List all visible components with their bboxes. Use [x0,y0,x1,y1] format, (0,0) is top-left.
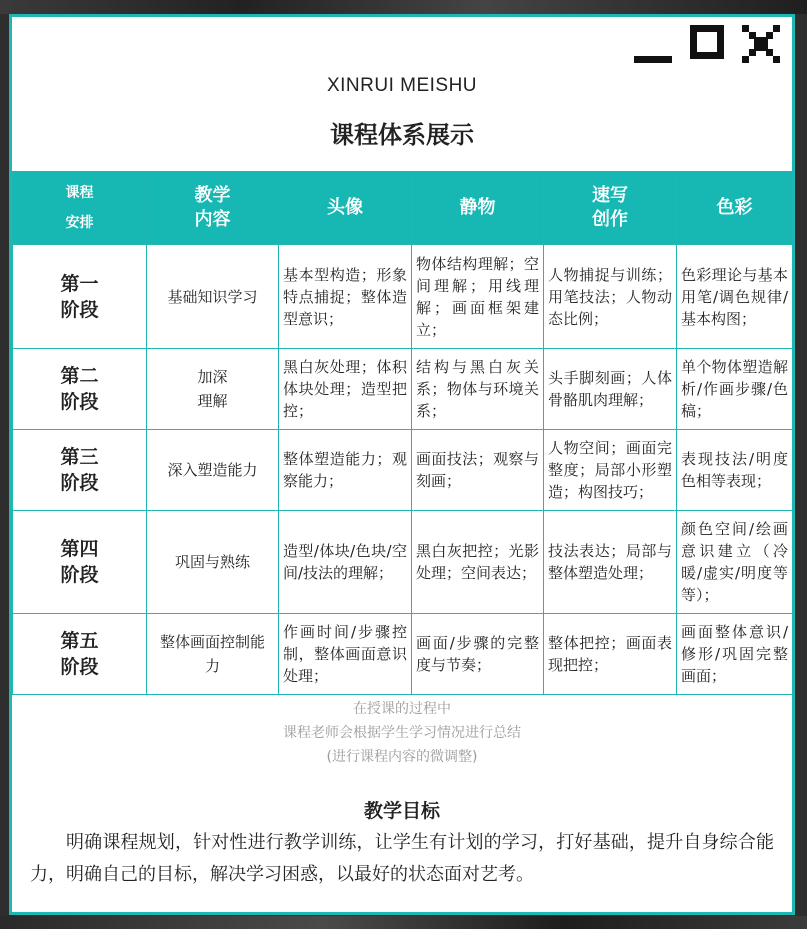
focus-cell: 基础知识学习 [147,245,279,349]
window-controls [634,25,780,63]
header-color: 色彩 [677,172,793,245]
focus-cell: 巩固与熟练 [147,511,279,614]
color-cell: 色彩理论与基本用笔/调色规律/基本构图； [677,245,793,349]
maximize-icon[interactable] [690,25,724,59]
sketch-cell: 人物空间；画面完整度；局部小形塑造；构图技巧； [544,430,677,511]
close-icon[interactable] [742,25,780,63]
goal-body: 明确课程规划，针对性进行教学训练，让学生有计划的学习，打好基础，提升自身综合能力，明确自己的目标，解决学习困惑，以最好的状态面对艺考。 [30,832,774,885]
sketch-cell: 人物捕捉与训练；用笔技法；人物动态比例； [544,245,677,349]
minimize-icon[interactable] [634,25,672,63]
course-card [9,14,795,915]
sketch-cell: 整体把控；画面表现把控； [544,614,677,695]
header-still-life: 静物 [412,172,544,245]
table-row [13,349,793,430]
focus-cell: 整体画面控制能 力 [147,614,279,695]
background-top [0,0,807,14]
stage-cell: 第三 阶段 [13,430,147,511]
still-life-cell: 画面技法；观察与刻画； [412,430,544,511]
portrait-cell: 整体塑造能力；观察能力； [279,430,412,511]
background-bottom [0,916,807,929]
header-content: 教学 内容 [147,172,279,245]
stage-cell: 第一 阶段 [13,245,147,349]
table-row [13,614,793,695]
note-line: 在授课的过程中 [353,701,451,717]
page-title: 课程体系展示 [330,121,474,149]
table-row [13,430,793,511]
table-header-row [13,172,793,245]
note-line: (进行课程内容的微调整) [326,749,478,765]
portrait-cell: 造型/体块/色块/空间/技法的理解； [279,511,412,614]
header-portrait: 头像 [279,172,412,245]
color-cell: 画面整体意识/修形/巩固完整画面； [677,614,793,695]
header-arrangement: 课程 安排 [13,172,147,245]
portrait-cell: 作画时间/步骤控制，整体画面意识处理； [279,614,412,695]
still-life-cell: 黑白灰把控；光影处理；空间表达； [412,511,544,614]
still-life-cell: 物体结构理解；空间理解；用线理解；画面框架建立； [412,245,544,349]
stage-cell: 第二 阶段 [13,349,147,430]
color-cell: 表现技法/明度色相等表现； [677,430,793,511]
stage-cell: 第四 阶段 [13,511,147,614]
color-cell: 颜色空间/绘画意识建立（冷暖/虚实/明度等等）； [677,511,793,614]
focus-cell: 深入塑造能力 [147,430,279,511]
focus-cell: 加深 理解 [147,349,279,430]
still-life-cell: 画面/步骤的完整度与节奏； [412,614,544,695]
brand-name: XINRUI MEISHU [326,75,478,96]
course-table [12,171,793,695]
sketch-cell: 技法表达；局部与整体塑造处理； [544,511,677,614]
stage-cell: 第五 阶段 [13,614,147,695]
portrait-cell: 基本型构造；形象特点捕捉；整体造型意识； [279,245,412,349]
header-sketch: 速写 创作 [544,172,677,245]
note-line: 课程老师会根据学生学习情况进行总结 [283,725,521,741]
sketch-cell: 头手脚刻画；人体骨骼肌肉理解； [544,349,677,430]
adjustment-note [12,697,792,769]
still-life-cell: 结构与黑白灰关系；物体与环境关系； [412,349,544,430]
color-cell: 单个物体塑造解析/作画步骤/色稿； [677,349,793,430]
goal-title: 教学目标 [363,800,440,822]
portrait-cell: 黑白灰处理；体积体块处理；造型把控； [279,349,412,430]
table-row [13,511,793,614]
table-row [13,245,793,349]
